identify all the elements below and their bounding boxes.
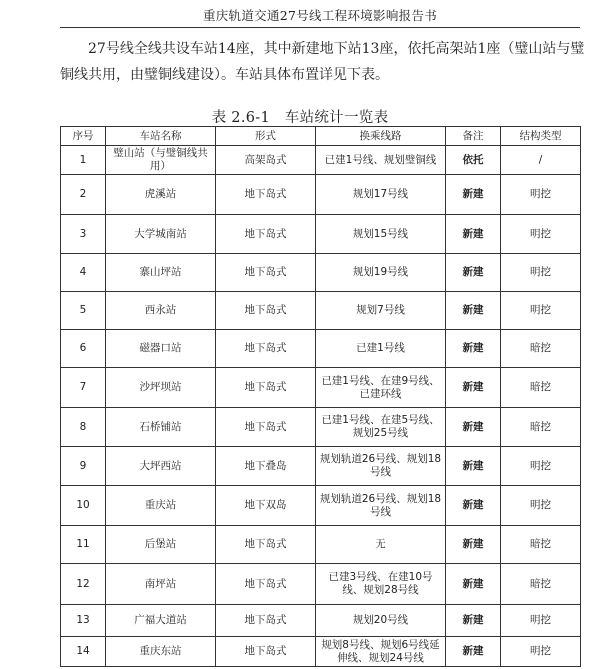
row-number: 7: [61, 368, 106, 408]
structure-type: 暗挖: [501, 408, 581, 447]
column-header: 备注: [446, 127, 501, 146]
table-row: [61, 254, 581, 292]
station-name: 大坪西站: [106, 447, 216, 486]
transfer-lines: 已建1号线、规划璧铜线: [316, 146, 446, 175]
intro-paragraph: 27号线全线共设车站14座，其中新建地下站13座，依托高架站1座（璧山站与璧铜线共用，由璧铜线建设）。车站具体布置详见下表。: [60, 41, 585, 83]
station-name: 后堡站: [106, 526, 216, 564]
station-table: [60, 126, 581, 667]
station-name: 磁器口站: [106, 330, 216, 368]
station-name: 沙坪坝站: [106, 368, 216, 408]
structure-type: 明挖: [501, 254, 581, 292]
transfer-lines: 规划轨道26号线、规划18号线: [316, 486, 446, 526]
station-name: 大学城南站: [106, 215, 216, 254]
remark: 新建: [446, 486, 501, 526]
station-form: 地下双岛: [216, 486, 316, 526]
table-row: [61, 408, 581, 447]
remark: 新建: [446, 637, 501, 667]
transfer-lines: 规划15号线: [316, 215, 446, 254]
row-number: 1: [61, 146, 106, 175]
remark: 新建: [446, 330, 501, 368]
table-row: [61, 637, 581, 667]
row-number: 5: [61, 292, 106, 330]
remark: 新建: [446, 408, 501, 447]
station-form: 地下岛式: [216, 408, 316, 447]
station-form: 地下岛式: [216, 215, 316, 254]
row-number: 11: [61, 526, 106, 564]
station-form: 地下岛式: [216, 605, 316, 637]
column-header: 结构类型: [501, 127, 581, 146]
transfer-lines: 规划20号线: [316, 605, 446, 637]
transfer-lines: 已建1号线: [316, 330, 446, 368]
table-row: [61, 564, 581, 605]
station-name: 石桥铺站: [106, 408, 216, 447]
column-header: 车站名称: [106, 127, 216, 146]
table-row: [61, 605, 581, 637]
station-form: 地下岛式: [216, 175, 316, 215]
row-number: 4: [61, 254, 106, 292]
structure-type: 明挖: [501, 605, 581, 637]
remark: 新建: [446, 605, 501, 637]
table-caption: 表 2.6-1 车站统计一览表: [211, 110, 389, 126]
table-row: [61, 215, 581, 254]
transfer-lines: 规划8号线、规划6号线延伸线、规划24号线: [316, 637, 446, 667]
table-row: [61, 526, 581, 564]
table-header-row: [61, 127, 581, 146]
structure-type: 明挖: [501, 637, 581, 667]
remark: 新建: [446, 368, 501, 408]
station-form: 高架岛式: [216, 146, 316, 175]
table-row: [61, 486, 581, 526]
row-number: 8: [61, 408, 106, 447]
transfer-lines: 规划17号线: [316, 175, 446, 215]
station-name: 南坪站: [106, 564, 216, 605]
transfer-lines: 规划19号线: [316, 254, 446, 292]
page-header: 重庆轨道交通27号线工程环境影响报告书: [60, 6, 580, 28]
transfer-lines: 已建1号线、在建5号线、规划25号线: [316, 408, 446, 447]
station-form: 地下岛式: [216, 254, 316, 292]
structure-type: 暗挖: [501, 526, 581, 564]
transfer-lines: 规划轨道26号线、规划18号线: [316, 447, 446, 486]
remark: 新建: [446, 215, 501, 254]
station-form: 地下岛式: [216, 368, 316, 408]
table-row: [61, 292, 581, 330]
structure-type: 明挖: [501, 215, 581, 254]
remark: 新建: [446, 564, 501, 605]
row-number: 13: [61, 605, 106, 637]
row-number: 12: [61, 564, 106, 605]
structure-type: 暗挖: [501, 330, 581, 368]
station-name: 重庆东站: [106, 637, 216, 667]
row-number: 14: [61, 637, 106, 667]
transfer-lines: 规划7号线: [316, 292, 446, 330]
column-header: 序号: [61, 127, 106, 146]
station-form: 地下叠岛: [216, 447, 316, 486]
table-row: [61, 175, 581, 215]
station-name: 寨山坪站: [106, 254, 216, 292]
station-form: 地下岛式: [216, 637, 316, 667]
table-row: [61, 368, 581, 408]
remark: 依托: [446, 146, 501, 175]
row-number: 3: [61, 215, 106, 254]
station-name: 重庆站: [106, 486, 216, 526]
remark: 新建: [446, 526, 501, 564]
transfer-lines: 已建3号线、在建10号线、规划28号线: [316, 564, 446, 605]
remark: 新建: [446, 447, 501, 486]
remark: 新建: [446, 254, 501, 292]
station-name: 璧山站（与璧铜线共用）: [106, 146, 216, 175]
column-header: 换乘线路: [316, 127, 446, 146]
station-name: 虎溪站: [106, 175, 216, 215]
transfer-lines: 无: [316, 526, 446, 564]
table-row: [61, 330, 581, 368]
column-header: 形式: [216, 127, 316, 146]
row-number: 9: [61, 447, 106, 486]
structure-type: 明挖: [501, 292, 581, 330]
station-form: 地下岛式: [216, 564, 316, 605]
station-form: 地下岛式: [216, 330, 316, 368]
structure-type: 明挖: [501, 175, 581, 215]
transfer-lines: 已建1号线、在建9号线、已建环线: [316, 368, 446, 408]
structure-type: 暗挖: [501, 564, 581, 605]
remark: 新建: [446, 175, 501, 215]
station-name: 广福大道站: [106, 605, 216, 637]
structure-type: 暗挖: [501, 368, 581, 408]
station-form: 地下岛式: [216, 526, 316, 564]
station-name: 西永站: [106, 292, 216, 330]
row-number: 10: [61, 486, 106, 526]
structure-type: 明挖: [501, 486, 581, 526]
structure-type: /: [501, 146, 581, 175]
row-number: 6: [61, 330, 106, 368]
structure-type: 明挖: [501, 447, 581, 486]
row-number: 2: [61, 175, 106, 215]
station-form: 地下岛式: [216, 292, 316, 330]
table-row: [61, 447, 581, 486]
table-row: [61, 146, 581, 175]
remark: 新建: [446, 292, 501, 330]
